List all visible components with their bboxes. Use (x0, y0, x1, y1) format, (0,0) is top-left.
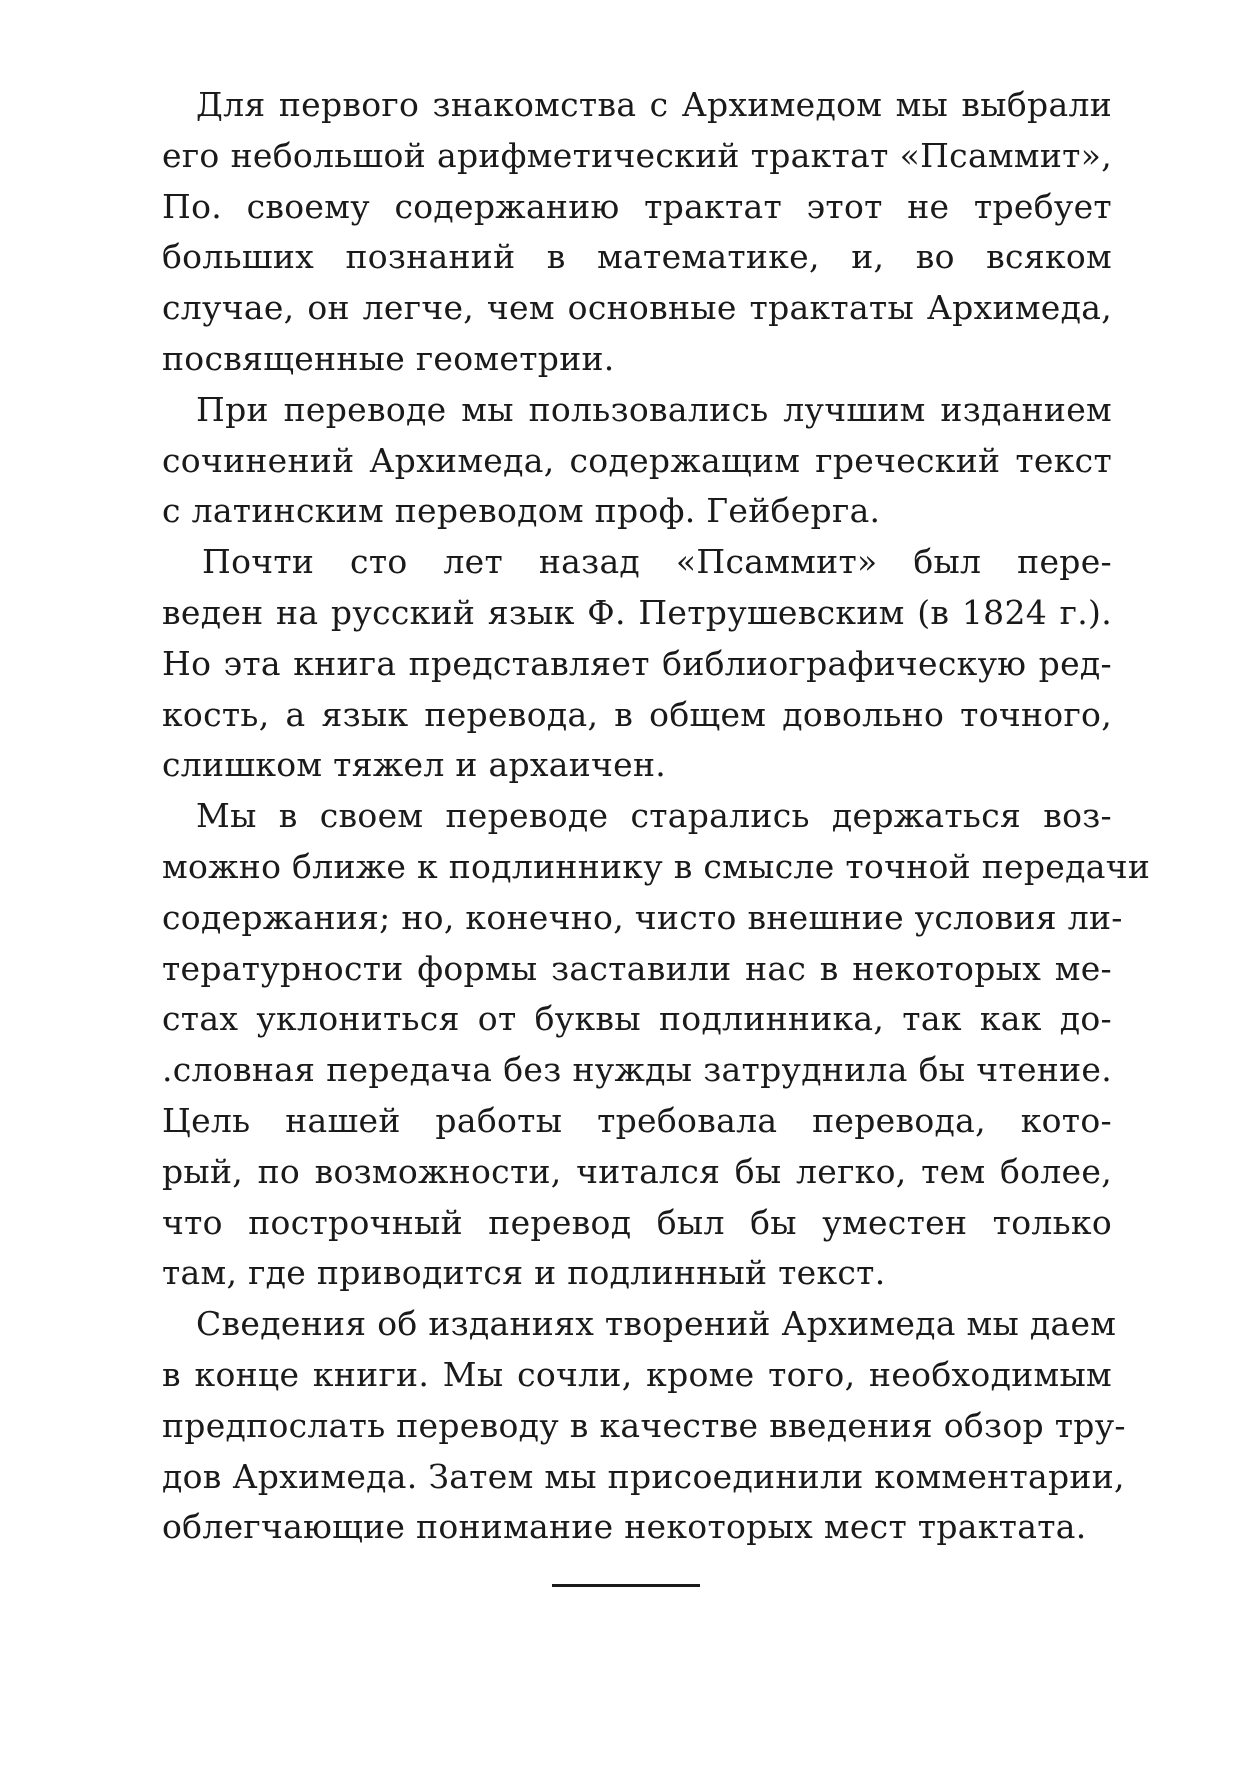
text-line: сочинений Архимеда, содержащим греческий текст (162, 440, 1112, 480)
text-line: Сведения об изданиях творений Архимеда мы даем (196, 1304, 1117, 1344)
text-line: Но эта книга представляет библиографическую ред- (162, 643, 1112, 683)
text-line: .словная передача без нужды затруднила бы чтение. (162, 1050, 1112, 1090)
text-line: его небольшой арифметический трактат «Псаммит», (162, 135, 1112, 175)
body-text (162, 80, 1151, 1553)
text-line: кость, а язык перевода, в общем довольно точного, (162, 694, 1112, 734)
text-line: веден на русский язык Ф. Петрушевским (в 1824 г.). (162, 592, 1112, 632)
text-line: содержания; но, конечно, чисто внешние условия ли- (162, 897, 1123, 937)
paragraph-4 (162, 791, 1151, 1299)
paragraph-3 (162, 537, 1112, 791)
paragraph-5 (162, 1299, 1126, 1553)
text-line: Мы в своем переводе старались держаться воз- (196, 796, 1112, 836)
end-rule (552, 1584, 700, 1587)
text-line: в конце книги. Мы сочли, кроме того, необходимым (162, 1354, 1112, 1394)
text-line: Почти сто лет назад «Псаммит» был пере- (202, 542, 1112, 582)
text-line: Цель нашей работы требовала перевода, кото- (162, 1100, 1112, 1140)
text-line: что построчный перевод был бы уместен только (162, 1202, 1112, 1242)
text-line: там, где приводится и подлинный текст. (162, 1253, 886, 1293)
text-line: рый, по возможности, читался бы легко, тем более, (162, 1151, 1112, 1191)
paragraph-2 (162, 385, 1112, 537)
paragraph-1 (162, 80, 1112, 385)
text-line: При переводе мы пользовались лучшим изданием (196, 389, 1112, 429)
text-line: предпослать переводу в качестве введения обзор тру- (162, 1405, 1126, 1445)
text-line: посвященные геометрии. (162, 338, 615, 378)
text-line: случае, он легче, чем основные трактаты Архимеда, (162, 288, 1112, 328)
text-line: стах уклониться от буквы подлинника, так как до- (162, 999, 1112, 1039)
text-line: можно ближе к подлиннику в смысле точной передачи (162, 846, 1151, 886)
text-line: облегчающие понимание некоторых мест трактата. (162, 1507, 1087, 1547)
text-line: тературности формы заставили нас в некоторых ме- (162, 948, 1112, 988)
text-line: с латинским переводом проф. Гейберга. (162, 491, 881, 531)
text-line: дов Архимеда. Затем мы присоединили комментарии, (162, 1456, 1125, 1496)
text-line: По. своему содержанию трактат этот не требует (162, 186, 1112, 226)
text-line: Для первого знакомства с Архимедом мы выбрали (196, 85, 1112, 124)
text-line: больших познаний в математике, и, во всяком (162, 237, 1112, 277)
text-line: слишком тяжел и архаичен. (162, 745, 667, 785)
